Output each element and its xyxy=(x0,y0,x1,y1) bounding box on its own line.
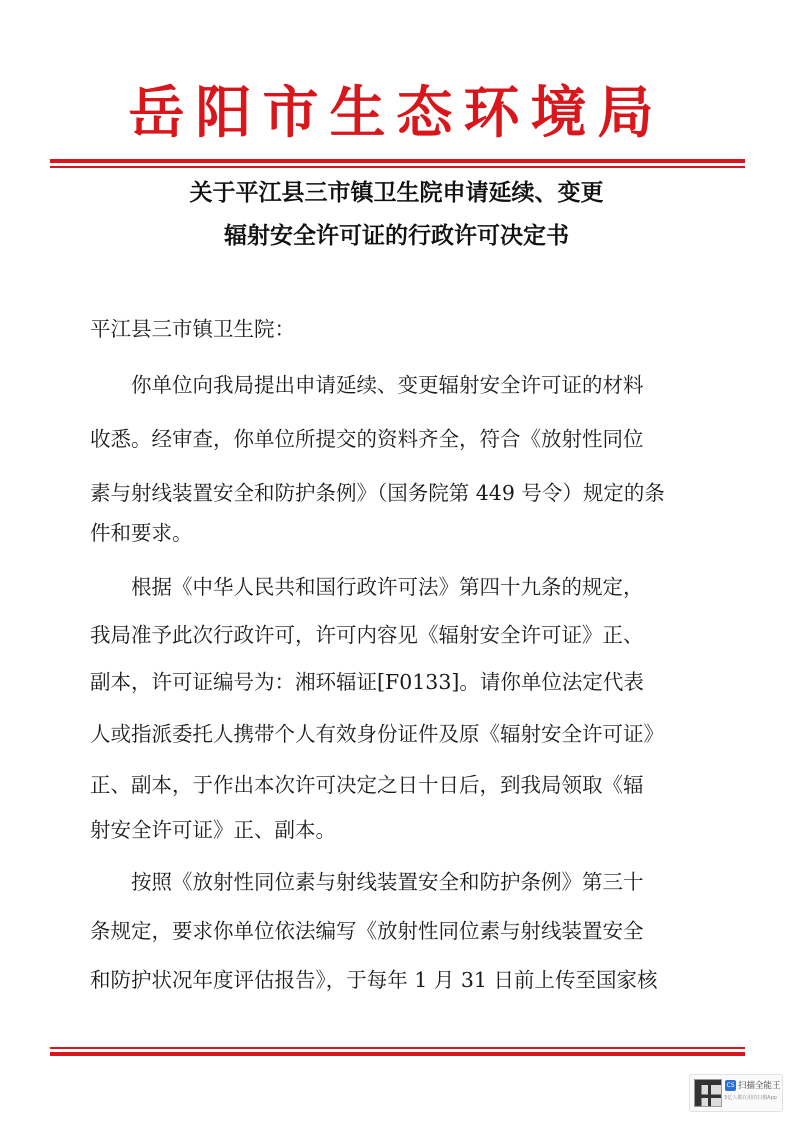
body-line: 素与射线装置安全和防护条例》（国务院第 449 号令）规定的条 xyxy=(90,481,665,505)
document-title-line-1: 关于平江县三市镇卫生院申请延续、变更 xyxy=(189,180,604,206)
body-line: 按照《放射性同位素与射线装置安全和防护条例》第三十 xyxy=(131,870,644,894)
body-line: 收悉。经审查，你单位所提交的资料齐全，符合《放射性同位 xyxy=(90,427,644,451)
scanner-app-tagline: 3亿人都在用的扫描App xyxy=(724,1095,777,1101)
body-line: 我局准予此次行政许可，许可内容见《辐射安全许可证》正、 xyxy=(90,623,644,647)
document-title-line-2: 辐射安全许可证的行政许可决定书 xyxy=(224,223,569,249)
scanner-app-name: 扫描全能王 xyxy=(738,1081,781,1091)
agency-letterhead: 岳阳市生态环境局 xyxy=(128,80,665,146)
scanner-app-badge xyxy=(689,1074,783,1112)
body-line: 副本，许可证编号为：湘环辐证[F0133]。请你单位法定代表 xyxy=(90,670,644,694)
footer-divider-thin xyxy=(50,1047,745,1049)
body-line: 和防护状况年度评估报告》，于每年 1 月 31 日前上传至国家核 xyxy=(90,968,658,992)
body-line: 根据《中华人民共和国行政许可法》第四十九条的规定， xyxy=(131,575,644,599)
body-line: 射安全许可证》正、副本。 xyxy=(90,818,336,842)
qr-code-icon xyxy=(694,1079,722,1107)
body-line: 你单位向我局提出申请延续、变更辐射安全许可证的材料 xyxy=(131,373,644,397)
footer-divider-thick xyxy=(50,1052,745,1056)
body-line: 正、副本，于作出本次许可决定之日十日后，到我局领取《辐 xyxy=(90,773,644,797)
body-line: 件和要求。 xyxy=(90,521,193,545)
body-line: 人或指派委托人携带个人有效身份证件及原《辐射安全许可证》 xyxy=(90,722,664,746)
salutation: 平江县三市镇卫生院： xyxy=(90,317,295,341)
body-line: 条规定，要求你单位依法编写《放射性同位素与射线装置安全 xyxy=(90,919,644,943)
header-divider-thick xyxy=(50,159,745,163)
header-divider-thin xyxy=(50,166,745,168)
scanner-logo-icon: CS xyxy=(726,1082,735,1089)
